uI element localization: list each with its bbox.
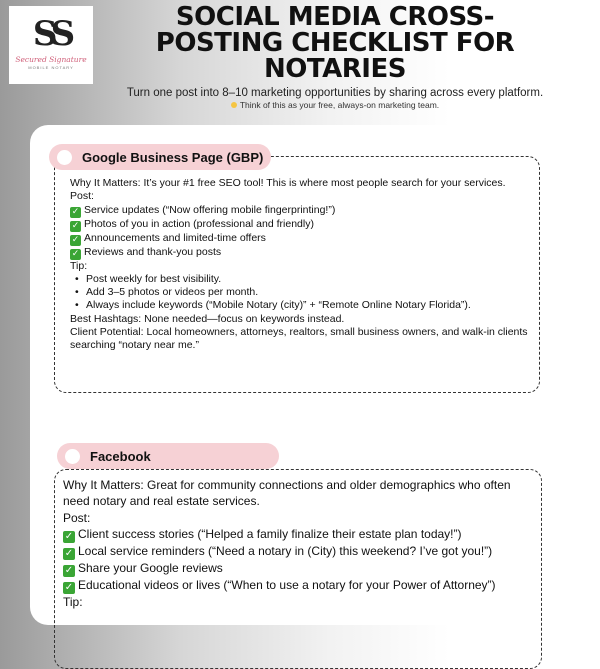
post-label: Post: [63, 510, 91, 525]
note-text: Think of this as your free, always-on marketing team. [239, 100, 440, 110]
section-title: Google Business Page (GBP) [82, 149, 264, 165]
section-content [63, 477, 533, 611]
note [100, 100, 570, 110]
post-item: ✓ Share your Google reviews [64, 561, 223, 577]
page-title [100, 4, 570, 82]
section-title: Facebook [90, 448, 151, 464]
section-header [49, 144, 271, 170]
checkmark-icon: ✓ [71, 234, 80, 245]
post-item: ✓ Photos of you in action (professional and friendly) [71, 217, 314, 231]
post-item: ✓ Reviews and thank-you posts [71, 245, 222, 259]
subtitle: Turn one post into 8–10 marketing opportunities by sharing across every platform. [126, 87, 544, 99]
checkmark-icon: ✓ [71, 248, 80, 259]
post-item: ✓ Announcements and limited-time offers [71, 231, 266, 245]
circle-icon [65, 449, 80, 464]
logo-tagline: MOBILE NOTARY [28, 64, 74, 70]
why-it-matters: Why It Matters: Great for community connections and older demographics who often need notary and real estate services. [63, 478, 511, 509]
tip-label: Tip: [63, 595, 83, 610]
tip-item: • Add 3–5 photos or videos per month. [70, 286, 530, 299]
checkmark-icon: ✓ [71, 206, 80, 217]
logo-brand: Secured Signature [15, 54, 87, 64]
checkmark-icon: ✓ [64, 531, 74, 543]
best-hashtags: Best Hashtags: None needed—focus on keywords instead. [70, 312, 345, 325]
logo [9, 6, 93, 84]
checkmark-icon: ✓ [64, 548, 74, 560]
lightbulb-icon [231, 102, 237, 108]
circle-icon [57, 150, 72, 165]
post-label: Post: [70, 190, 94, 203]
post-item: ✓ Educational videos or lives (“When to use a notary for your Power of Attorney”) [64, 578, 496, 594]
checklist-card [30, 125, 565, 625]
tip-label: Tip: [70, 259, 88, 272]
checkmark-icon: ✓ [64, 582, 74, 594]
section-content [70, 177, 530, 353]
post-item: ✓ Client success stories (“Helped a family finalize their estate plan today!”) [64, 527, 462, 543]
logo-monogram: SS [32, 13, 70, 54]
tip-item: • Post weekly for best visibility. [70, 273, 530, 286]
checkmark-icon: ✓ [71, 220, 80, 231]
post-item: ✓ Local service reminders (“Need a notary in (City) this weekend? I’ve got you!”) [64, 544, 493, 560]
why-it-matters: Why It Matters: It’s your #1 free SEO tool! This is where most people search for your services. [70, 177, 506, 189]
section-header [57, 443, 279, 469]
checkmark-icon: ✓ [64, 565, 74, 577]
post-item: ✓ Service updates (“Now offering mobile fingerprinting!”) [71, 203, 336, 217]
title-line-1: SOCIAL MEDIA CROSS- [175, 2, 495, 32]
tip-item: • Always include keywords (“Mobile Notary (city)” + “Remote Online Notary Florida”). [70, 299, 530, 312]
title-line-2: POSTING CHECKLIST FOR [155, 28, 515, 58]
client-potential: Client Potential: Local homeowners, attorneys, realtors, small business owners, and walk-in clients searching “notary near me.” [70, 326, 528, 352]
title-line-3: NOTARIES [264, 54, 406, 84]
